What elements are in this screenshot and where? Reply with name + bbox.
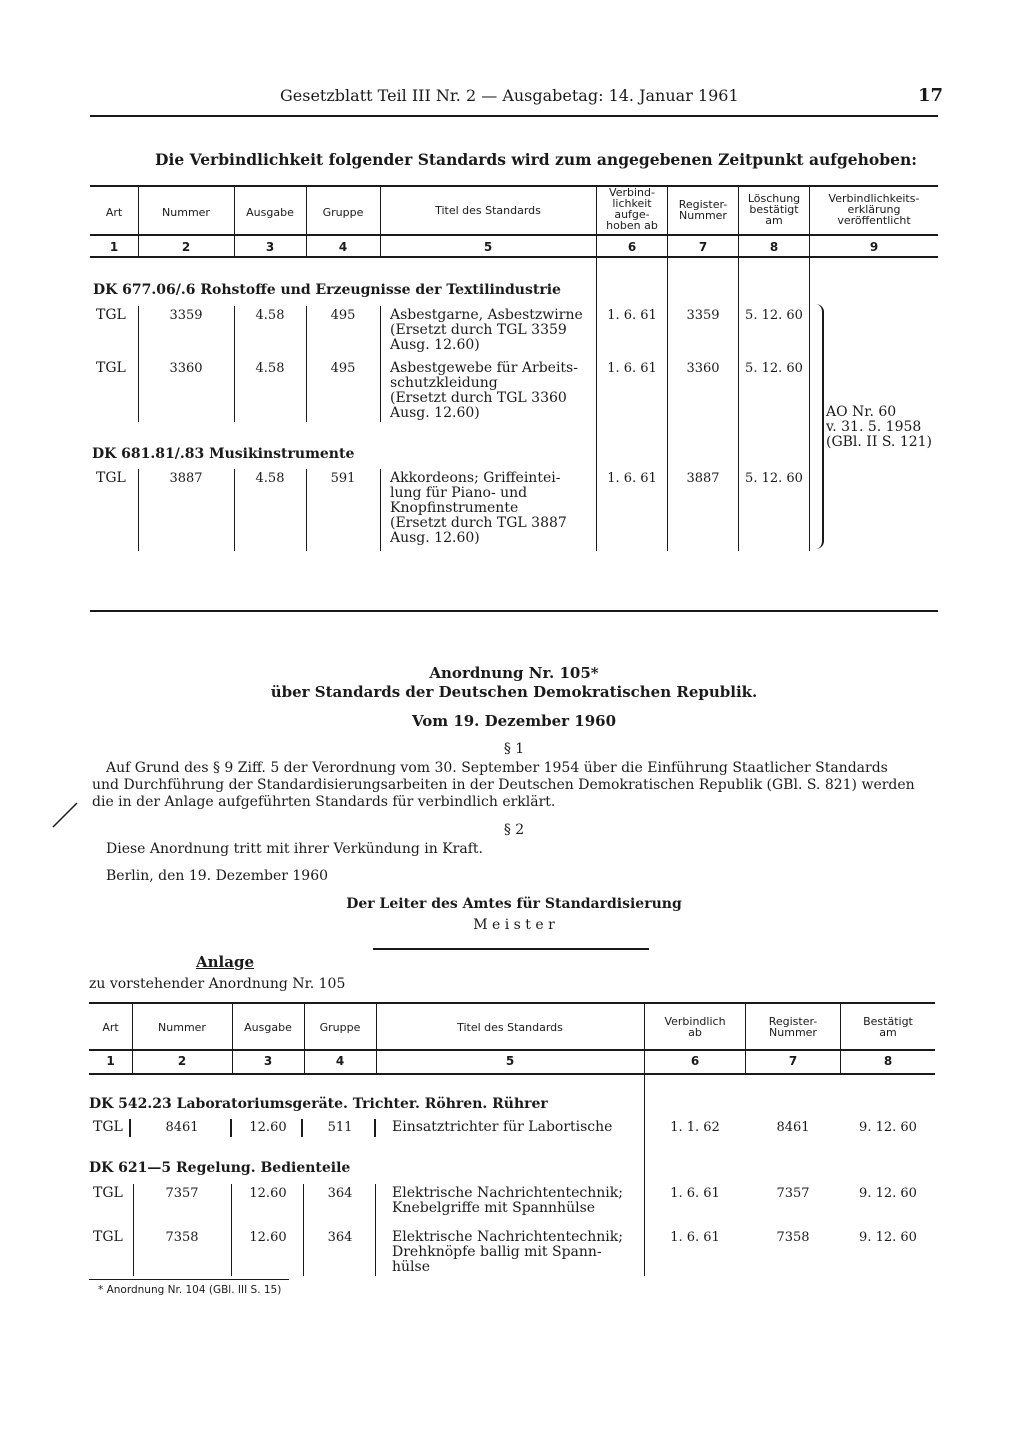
- a-r2-verbindlich: 1. 6. 61: [670, 1186, 720, 1201]
- paragraph-1-heading: § 1: [503, 741, 525, 757]
- t1-publication-l2: (GBl. II S. 121): [826, 434, 932, 450]
- page-number: 17: [918, 85, 944, 106]
- running-title: Gesetzblatt Teil III Nr. 2 — Ausgabetag: 14. Januar 1961: [280, 86, 739, 105]
- a-r2-ausgabe: 12.60: [249, 1186, 287, 1201]
- t1-s2-sep-2: [234, 469, 235, 551]
- paragraph-1-line-0: Auf Grund des § 9 Ziff. 5 der Verordnung vom 30. September 1954 über die Einführung Staatlicher Standards: [106, 760, 888, 776]
- t1-r2-gruppe: 495: [330, 361, 356, 376]
- order-date: Vom 19. Dezember 1960: [411, 712, 617, 730]
- t1-colnum-6: 6: [627, 240, 637, 254]
- t1-r1-titel-l1: (Ersetzt durch TGL 3359: [390, 322, 567, 338]
- a-s1-sep-4: [374, 1119, 376, 1137]
- t1-r3-titel: [390, 471, 567, 546]
- a-col-gruppe: [304, 1022, 376, 1033]
- t1-col-nummer: [138, 207, 234, 218]
- a-r3-titel-l0: Elektrische Nachrichtentechnik;: [392, 1229, 623, 1245]
- t1-publication: [826, 405, 932, 450]
- paragraph-2-heading: § 2: [503, 822, 525, 838]
- t1-r2-loeschung: 5. 12. 60: [745, 361, 803, 376]
- t1-r3-titel-l4: Ausg. 12.60): [390, 530, 480, 546]
- t1-publication-l1: v. 31. 5. 1958: [826, 419, 922, 435]
- t1-r2-aufgehoben: 1. 6. 61: [607, 361, 657, 376]
- a-col-verbindlich: [645, 1016, 745, 1038]
- t1-r3-titel-l3: (Ersetzt durch TGL 3887: [390, 515, 567, 531]
- t1-col-nummer-l0: Nummer: [162, 206, 210, 219]
- t1-colnum-3: 3: [265, 240, 275, 254]
- a-colnum-5: 5: [505, 1054, 515, 1068]
- t1-r2-register: 3360: [686, 361, 720, 376]
- a-col-bestaetigt-l0: Bestätigt: [863, 1015, 913, 1028]
- annex-header-rule: [89, 1049, 935, 1051]
- t1-col-aufgehoben-l3: hoben ab: [606, 219, 658, 232]
- a-s2-sep-1: [133, 1184, 134, 1276]
- a-r1-gruppe: 511: [327, 1120, 353, 1135]
- a-col-titel-l0: Titel des Standards: [457, 1021, 563, 1034]
- a-r1-ausgabe: 12.60: [249, 1120, 287, 1135]
- t1-r2-art: TGL: [96, 360, 126, 376]
- order-title-line1: Anordnung Nr. 105*: [429, 664, 599, 682]
- a-section-heading-2: DK 621—5 Regelung. Bedienteile: [89, 1160, 351, 1176]
- a-col-gruppe-l0: Gruppe: [319, 1021, 361, 1034]
- t1-r3-nummer: 3887: [169, 471, 203, 486]
- a-r1-titel-l0: Einsatztrichter für Labortische: [392, 1119, 613, 1135]
- annex-subtitle: zu vorstehender Anordnung Nr. 105: [89, 976, 346, 992]
- t1-r3-art: TGL: [96, 470, 126, 486]
- t1-r1-register: 3359: [686, 308, 720, 323]
- t1-colnum-8: 8: [769, 240, 779, 254]
- margin-pen-stroke: [50, 800, 80, 830]
- annex-number-rule: [89, 1073, 935, 1075]
- a-section-heading-1: DK 542.23 Laboratoriumsgeräte. Trichter. Röhren. Rührer: [89, 1096, 548, 1112]
- t1-col-ausgabe: [234, 207, 306, 218]
- a-col-nummer-l0: Nummer: [158, 1021, 206, 1034]
- t1-col-art: [90, 207, 138, 218]
- t1-hsep-2: [234, 187, 235, 257]
- t1-colnum-4: 4: [338, 240, 348, 254]
- a-r3-verbindlich: 1. 6. 61: [670, 1230, 720, 1245]
- t1-s1-sep-4: [380, 306, 381, 422]
- a-col-art-l0: Art: [102, 1021, 119, 1034]
- t1-publication-l0: AO Nr. 60: [826, 404, 897, 420]
- t1-s1-sep-1: [138, 306, 139, 422]
- t1-col-ausgabe-l0: Ausgabe: [246, 206, 294, 219]
- t1-col-gruppe: [306, 207, 380, 218]
- paragraph-1-line-2: die in der Anlage aufgeführten Standards für verbindlich erklärt.: [92, 794, 556, 810]
- paragraph-1-line-1: und Durchführung der Standardisierungsarbeiten in der Deutschen Demokratischen Republik (GBl. S. 821) werden: [92, 777, 915, 793]
- t1-r2-titel-l1: schutzkleidung: [390, 375, 498, 391]
- a-col-ausgabe: [232, 1022, 304, 1033]
- a-col-verbindlich-l0: Verbindlich: [664, 1015, 726, 1028]
- t1-hsep-8: [809, 187, 810, 551]
- table1-top-rule: [90, 185, 938, 187]
- t1-r1-nummer: 3359: [169, 308, 203, 323]
- a-r3-nummer: 7358: [165, 1230, 199, 1245]
- t1-colnum-9: 9: [869, 240, 879, 254]
- a-col-bestaetigt: [841, 1016, 935, 1038]
- table1-header-rule: [90, 234, 938, 236]
- a-r2-titel-l1: Knebelgriffe mit Spannhülse: [392, 1200, 596, 1216]
- t1-r3-register: 3887: [686, 471, 720, 486]
- a-r2-titel-l0: Elektrische Nachrichtentechnik;: [392, 1185, 623, 1201]
- a-r1-bestaetigt: 9. 12. 60: [859, 1120, 917, 1135]
- t1-colnum-1: 1: [109, 240, 119, 254]
- paragraph-1-text: [92, 760, 942, 811]
- table1-title: Die Verbindlichkeit folgender Standards wird zum angegebenen Zeitpunkt aufgehoben:: [155, 150, 917, 169]
- t1-col-titel: [380, 205, 596, 216]
- t1-r1-loeschung: 5. 12. 60: [745, 308, 803, 323]
- table1-number-rule: [90, 256, 938, 258]
- a-r3-ausgabe: 12.60: [249, 1230, 287, 1245]
- t1-r1-aufgehoben: 1. 6. 61: [607, 308, 657, 323]
- a-r2-bestaetigt: 9. 12. 60: [859, 1186, 917, 1201]
- a-r2-gruppe: 364: [327, 1186, 353, 1201]
- a-colnum-4: 4: [335, 1054, 345, 1068]
- a-col-register-l0: Register-: [768, 1015, 818, 1028]
- section-divider: [90, 610, 938, 612]
- a-colnum-1: 1: [106, 1054, 115, 1068]
- a-col-titel: [376, 1022, 644, 1033]
- t1-colnum-2: 2: [181, 240, 191, 254]
- a-r1-verbindlich: 1. 1. 62: [670, 1120, 720, 1135]
- t1-col-aufgehoben-l0: Verbind-: [609, 186, 655, 199]
- t1-col-veroeffentlicht-l2: veröffentlicht: [837, 214, 911, 227]
- t1-s2-sep-4: [380, 469, 381, 551]
- t1-r2-titel-l0: Asbestgewebe für Arbeits-: [390, 360, 578, 376]
- t1-col-register: [668, 199, 738, 221]
- annex-title: Anlage: [196, 953, 254, 971]
- a-r3-titel-l1: Drehknöpfe ballig mit Spann-: [392, 1244, 602, 1260]
- t1-col-loeschung: [739, 193, 809, 226]
- a-r3-titel-l2: hülse: [392, 1259, 430, 1275]
- t1-r2-titel: [390, 361, 578, 421]
- a-s2-sep-2: [231, 1184, 232, 1276]
- t1-colnum-7: 7: [698, 240, 708, 254]
- signer-title: Der Leiter des Amtes für Standardisierung: [346, 896, 682, 912]
- a-col-register: [746, 1016, 840, 1038]
- t1-r1-titel: [390, 308, 583, 353]
- t1-col-aufgehoben-l2: aufge-: [614, 208, 650, 221]
- t1-r3-ausgabe: 4.58: [255, 471, 285, 486]
- t1-r1-gruppe: 495: [330, 308, 356, 323]
- t1-col-veroeffentlicht-l1: erklärung: [847, 203, 901, 216]
- a-s2-sep-3: [303, 1184, 304, 1276]
- a-r3-bestaetigt: 9. 12. 60: [859, 1230, 917, 1245]
- a-col-register-l1: Nummer: [769, 1026, 817, 1039]
- a-s1-sep-1: [129, 1119, 131, 1137]
- a-r3-gruppe: 364: [327, 1230, 353, 1245]
- t1-s2-sep-3: [306, 469, 307, 551]
- a-col-nummer: [132, 1022, 232, 1033]
- a-r2-art: TGL: [93, 1185, 123, 1201]
- t1-col-loeschung-l1: bestätigt: [749, 203, 799, 216]
- t1-r1-titel-l2: Ausg. 12.60): [390, 337, 480, 353]
- a-colnum-6: 6: [690, 1054, 700, 1068]
- t1-col-loeschung-l0: Löschung: [747, 192, 801, 205]
- place-date: Berlin, den 19. Dezember 1960: [106, 868, 329, 884]
- a-r1-nummer: 8461: [165, 1120, 199, 1135]
- t1-r2-nummer: 3360: [169, 361, 203, 376]
- t1-hsep-3: [306, 187, 307, 257]
- a-r1-register: 8461: [776, 1120, 810, 1135]
- a-col-ausgabe-l0: Ausgabe: [244, 1021, 292, 1034]
- t1-r3-loeschung: 5. 12. 60: [745, 471, 803, 486]
- t1-col-register-l1: Nummer: [679, 209, 727, 222]
- a-r2-nummer: 7357: [165, 1186, 199, 1201]
- a-col-bestaetigt-l1: am: [879, 1026, 897, 1039]
- signature-rule: [373, 948, 649, 950]
- t1-r3-gruppe: 591: [330, 471, 356, 486]
- t1-r2-titel-l3: Ausg. 12.60): [390, 405, 480, 421]
- t1-col-register-l0: Register-: [678, 198, 728, 211]
- a-hsep-3: [304, 1004, 305, 1074]
- order-title-line2: über Standards der Deutschen Demokratischen Republik.: [270, 683, 758, 701]
- a-hsep-4: [376, 1004, 377, 1074]
- t1-col-veroeffentlicht-l0: Verbindlichkeits-: [828, 192, 920, 205]
- t1-r3-titel-l2: Knopfinstrumente: [390, 500, 519, 516]
- a-hsep-6: [745, 1004, 746, 1074]
- a-colnum-2: 2: [177, 1054, 187, 1068]
- t1-r2-titel-l2: (Ersetzt durch TGL 3360: [390, 390, 567, 406]
- annex-top-rule: [89, 1002, 935, 1004]
- a-colnum-8: 8: [883, 1054, 893, 1068]
- t1-col-veroeffentlicht: [810, 193, 938, 226]
- a-r2-titel: [392, 1186, 623, 1216]
- t1-hsep-4: [380, 187, 381, 257]
- header-rule: [90, 115, 938, 117]
- t1-col-aufgehoben-l1: lichkeit: [612, 197, 652, 210]
- t1-r1-ausgabe: 4.58: [255, 308, 285, 323]
- t1-r3-aufgehoben: 1. 6. 61: [607, 471, 657, 486]
- a-colnum-3: 3: [263, 1054, 273, 1068]
- a-s1-sep-2: [230, 1119, 232, 1137]
- a-r3-art: TGL: [93, 1229, 123, 1245]
- a-r3-register: 7358: [776, 1230, 810, 1245]
- a-hsep-2: [232, 1004, 233, 1074]
- a-r1-titel: [392, 1120, 612, 1135]
- t1-col-loeschung-l2: am: [765, 214, 783, 227]
- t1-s1-sep-2: [234, 306, 235, 422]
- t1-r1-art: TGL: [96, 307, 126, 323]
- t1-col-gruppe-l0: Gruppe: [322, 206, 364, 219]
- a-s1-sep-3: [301, 1119, 303, 1137]
- t1-r1-titel-l0: Asbestgarne, Asbestzwirne: [390, 307, 583, 323]
- footnote: * Anordnung Nr. 104 (GBl. III S. 15): [98, 1284, 282, 1296]
- a-colnum-7: 7: [788, 1054, 798, 1068]
- t1-col-titel-l0: Titel des Standards: [435, 204, 541, 217]
- a-r3-titel: [392, 1230, 623, 1275]
- t1-r2-ausgabe: 4.58: [255, 361, 285, 376]
- t1-colnum-5: 5: [483, 240, 493, 254]
- t1-bracket: [814, 304, 824, 549]
- a-r1-art: TGL: [93, 1119, 123, 1135]
- t1-col-aufgehoben: [597, 187, 667, 231]
- t1-r3-titel-l1: lung für Piano- und: [390, 485, 528, 501]
- a-col-art: [89, 1022, 132, 1033]
- paragraph-2-text: Diese Anordnung tritt mit ihrer Verkündung in Kraft.: [106, 841, 483, 857]
- t1-col-art-l0: Art: [105, 206, 123, 219]
- footnote-rule: [89, 1279, 289, 1280]
- a-s2-sep-4: [375, 1184, 376, 1276]
- t1-section-heading-1: DK 677.06/.6 Rohstoffe und Erzeugnisse der Textilindustrie: [93, 282, 561, 298]
- signer-name: M e i s t e r: [473, 917, 555, 933]
- t1-section-heading-2: DK 681.81/.83 Musikinstrumente: [92, 446, 355, 462]
- a-col-verbindlich-l1: ab: [688, 1026, 702, 1039]
- t1-s1-sep-3: [306, 306, 307, 422]
- t1-r3-titel-l0: Akkordeons; Griffeintei-: [390, 470, 561, 486]
- a-hsep-1: [132, 1004, 133, 1074]
- a-hsep-7: [840, 1004, 841, 1074]
- t1-hsep-1: [138, 187, 139, 257]
- a-r2-register: 7357: [776, 1186, 810, 1201]
- t1-s2-sep-1: [138, 469, 139, 551]
